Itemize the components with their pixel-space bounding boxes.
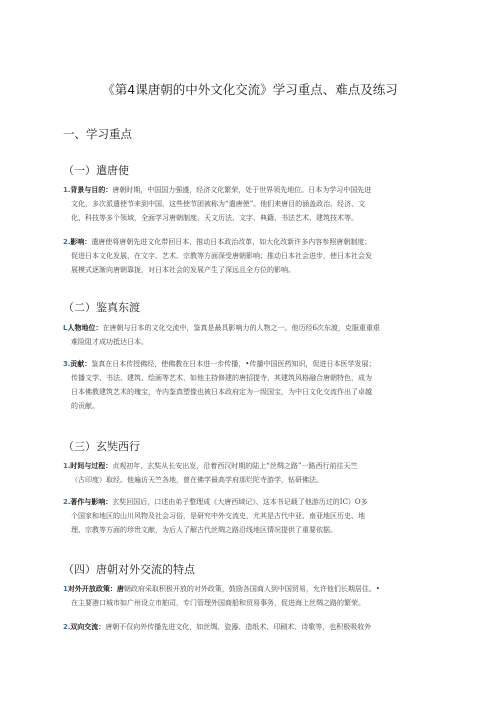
item-text-line: 日本佛教建筑艺术的瑰宝，寺内鉴真塑像也被日本政府定为一级国宝，为中日文化交流作出了卓越 bbox=[71, 388, 372, 396]
item-text-line: 在主要港口城市如广州设立市舶司，专门管理外国商船和贸易事务，促进海上丝绸之路的繁荣。 bbox=[71, 599, 365, 607]
item-label: .时间与过程： bbox=[67, 461, 113, 470]
item-text-line: 唐朝不仅向外传播先进文化，如丝绸、瓷器、造纸术、印刷术、诗歌等，也积极吸收外 bbox=[105, 623, 372, 631]
list-item bbox=[63, 321, 448, 349]
list-item bbox=[63, 620, 448, 634]
item-text-line: 遣唐使将唐朝先进文化带回日本，推动日本政治改革，如大化改新许多内容参照唐朝制度； bbox=[91, 238, 372, 246]
item-text-line: 文化，多次派遣使节来到中国，这些使节团被称为“遣唐使”。他们来唐目的涵盖政治、经济、文 bbox=[71, 200, 366, 208]
subheading-xuanzang: （三）玄奘西行 bbox=[63, 440, 140, 453]
item-label: .贡献： bbox=[67, 359, 92, 368]
item-number: 2 bbox=[63, 623, 68, 631]
list-item bbox=[63, 459, 448, 487]
item-text-line: 鉴真在日本传授佛经，使佛教在日本进一步传播，•传播中国医药知识，促进日本医学发展； bbox=[91, 360, 376, 368]
section-heading-learning-focus: 一、学习重点 bbox=[63, 127, 132, 141]
item-text-line: 在唐朝与日本的文化交流中，鉴真是最具影响力的人物之一。他历经6次东渡，克服重重艰 bbox=[102, 324, 380, 332]
list-item bbox=[63, 495, 448, 537]
subheading-jianzhen: （二）鉴真东渡 bbox=[63, 301, 140, 314]
item-text-line: 玄奘回国后，口述由弟子整理成《大唐西域记》、这本书记载了他游历过的IC）O多 bbox=[112, 498, 368, 506]
item-text-line: 朝政府采取积极开放的对外政策，鼓励各国商人到中国贸易，允许他们长期居住。• bbox=[123, 585, 381, 593]
item-text-line: 传播文学、书法、建筑、绘画等艺术，如他主持修建的唐招提寺，其建筑风格融合唐朝特色，成为 bbox=[71, 374, 372, 382]
item-number: 1 bbox=[63, 186, 68, 194]
item-text-line: 个国家和地区的山川风物及社会习俗，是研究中外交流史，尤其是古代中亚、南亚地区历史、地 bbox=[71, 512, 365, 520]
item-label: .双向交流： bbox=[67, 622, 106, 631]
item-text-line: （古印度）取经。他遍访天竺各地，曾在佛学最高学府那烂陀寺游学，钻研佛法。 bbox=[71, 476, 323, 484]
subheading-envoys-to-tang: （一）遣唐使 bbox=[63, 164, 129, 177]
item-label: 人物地位： bbox=[67, 323, 103, 332]
list-item bbox=[63, 183, 448, 225]
item-text-line: 唐朝时期，中国国力强盛，经济文化繁荣，处于世界领先地位。日本为学习中国先进 bbox=[112, 186, 372, 194]
item-text-line: 理、宗教等方面的珍贵文献，为后人了解古代丝绸之路沿线地区情况提供了重要依据。 bbox=[71, 526, 337, 534]
list-item bbox=[63, 582, 448, 610]
item-number: 1 bbox=[63, 462, 68, 470]
item-text-line: 贞观初年，玄奘从长安出发，沿着西汉时期的陆上“丝绸之路”一路西行前往天竺 bbox=[112, 462, 358, 470]
item-number: L bbox=[63, 324, 68, 332]
item-number: 2 bbox=[63, 498, 68, 506]
item-label: .背景与目的： bbox=[67, 185, 113, 194]
item-text-line: 化、科技等多个领域，全面学习唐朝制度、天文历法、文字、典籍、书法艺术、建筑技术等。 bbox=[71, 214, 358, 222]
item-label: .影响： bbox=[67, 237, 92, 246]
item-label: .著作与影响： bbox=[67, 497, 113, 506]
list-item bbox=[63, 235, 448, 277]
document-title: 《第4课唐朝的中外文化交流》学习重点、难点及练习 bbox=[102, 82, 398, 97]
item-text-line: 促进日本文化发展，在文字、艺术、宗教等方面深受唐朝影响；推动日本社会进步，使日本社会发 bbox=[71, 252, 372, 260]
item-number: 2 bbox=[63, 238, 68, 246]
item-label: 对外开放政策： bbox=[67, 584, 117, 593]
item-text-line: 展模式逐渐向唐朝靠拢，对日本社会的发展产生了深远且全方位的影响。 bbox=[71, 266, 295, 274]
item-text-line: 的贡献。 bbox=[71, 402, 99, 410]
item-lead-char: 唐 bbox=[116, 584, 124, 593]
item-text-line: 难险阻才成功抵达日本。 bbox=[71, 338, 148, 346]
subheading-exchange-features: （四）唐朝对外交流的特点 bbox=[63, 563, 195, 576]
item-number: 3 bbox=[63, 360, 68, 368]
list-item bbox=[63, 357, 448, 413]
item-number: 1 bbox=[63, 585, 68, 593]
